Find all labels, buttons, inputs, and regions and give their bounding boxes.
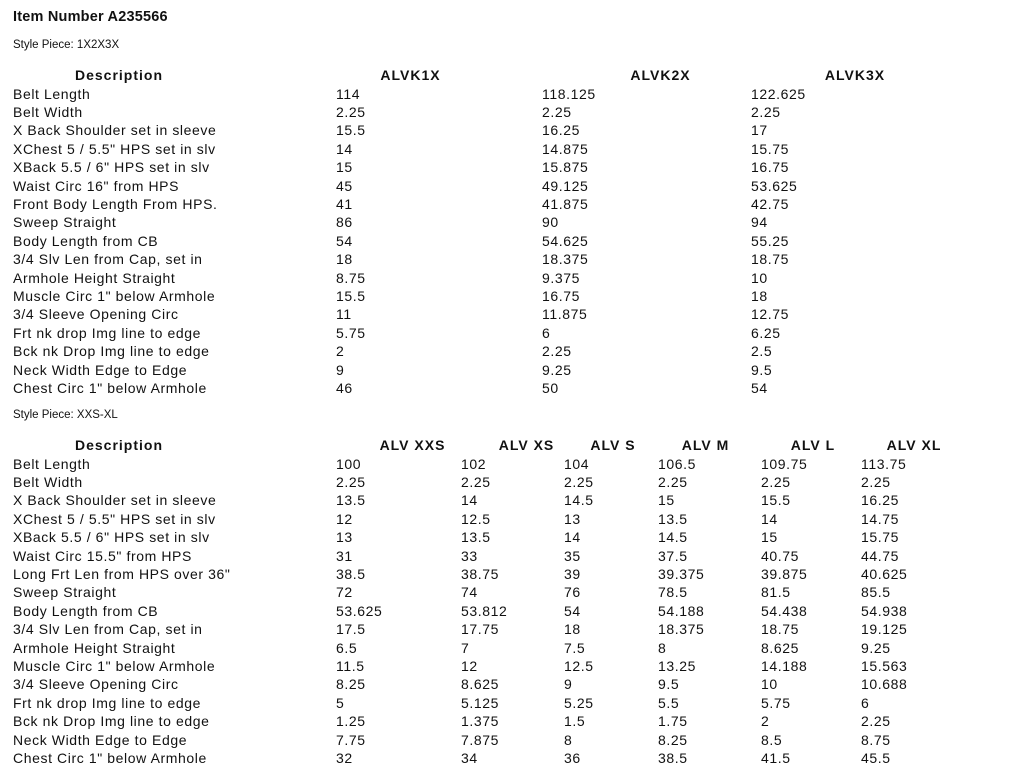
- measurement-value: 5.75: [761, 694, 791, 711]
- measurement-value: 5: [336, 694, 345, 711]
- header-row: [13, 435, 960, 455]
- row-description: Bck nk Drop Img line to edge: [13, 713, 210, 730]
- measurement-value: 8.25: [658, 731, 688, 748]
- measurement-value: 38.5: [336, 566, 366, 583]
- measurement-value: 18: [336, 251, 353, 268]
- measurement-value: 122.625: [751, 85, 806, 102]
- header-description: Description: [74, 437, 163, 453]
- table-row: [13, 694, 960, 712]
- measurement-value: 54.188: [658, 602, 705, 619]
- measurement-value: 50: [542, 379, 559, 396]
- measurement-value: 17.75: [461, 621, 500, 638]
- measurement-value: 36: [564, 749, 581, 766]
- row-description: XBack 5.5 / 6" HPS set in slv: [13, 529, 210, 546]
- table-row: [13, 492, 960, 510]
- table-row: [13, 324, 950, 342]
- header-size: ALV XL: [886, 437, 942, 453]
- measurement-value: 46: [336, 379, 353, 396]
- table-row: [13, 342, 950, 360]
- row-description: XBack 5.5 / 6" HPS set in slv: [13, 159, 210, 176]
- measurement-value: 41: [336, 196, 353, 213]
- table-row: [13, 639, 960, 657]
- measurement-value: 53.625: [336, 602, 383, 619]
- measurement-value: 100: [336, 455, 362, 472]
- header-size: ALVK1X: [380, 67, 441, 83]
- measurement-value: 39.875: [761, 566, 808, 583]
- row-description: Frt nk drop Img line to edge: [13, 324, 201, 341]
- measurement-value: 10: [751, 269, 768, 286]
- measurement-value: 15.563: [861, 657, 908, 674]
- measurement-value: 38.5: [658, 749, 688, 766]
- measurement-value: 14.75: [861, 510, 900, 527]
- measurement-value: 15.5: [336, 287, 366, 304]
- measurement-value: 5.5: [658, 694, 680, 711]
- table-row: [13, 379, 950, 397]
- measurement-value: 41.875: [542, 196, 589, 213]
- measurement-value: 8.75: [861, 731, 891, 748]
- measurement-value: 6: [542, 324, 551, 341]
- measurement-value: 9: [336, 361, 345, 378]
- header-row: [13, 65, 950, 85]
- measurement-value: 14.5: [564, 492, 594, 509]
- measurement-value: 19.125: [861, 621, 908, 638]
- row-description: Neck Width Edge to Edge: [13, 361, 188, 378]
- measurement-value: 53.625: [751, 177, 798, 194]
- measurement-value: 8.625: [761, 639, 800, 656]
- measurement-value: 2.25: [542, 343, 572, 360]
- measurement-value: 13.5: [658, 510, 688, 527]
- measurement-value: 12.5: [564, 657, 594, 674]
- row-description: XChest 5 / 5.5" HPS set in slv: [13, 140, 216, 157]
- measurement-value: 39.375: [658, 566, 705, 583]
- measurement-value: 102: [461, 455, 487, 472]
- measurement-value: 2.25: [542, 104, 572, 121]
- row-description: X Back Shoulder set in sleeve: [13, 122, 217, 139]
- row-description: Belt Width: [13, 104, 83, 121]
- measurement-value: 16.75: [751, 159, 790, 176]
- measurement-value: 78.5: [658, 584, 688, 601]
- row-description: 3/4 Slv Len from Cap, set in: [13, 251, 203, 268]
- measurement-value: 35: [564, 547, 581, 564]
- header-size: ALVK3X: [824, 67, 886, 83]
- measurement-value: 2.5: [751, 343, 773, 360]
- measurement-value: 12.5: [461, 510, 491, 527]
- table-row: [13, 455, 960, 473]
- measurement-value: 72: [336, 584, 353, 601]
- row-description: Sweep Straight: [13, 584, 117, 601]
- table-row: [13, 584, 960, 602]
- measurement-value: 118.125: [542, 85, 596, 102]
- header-size: ALV XXS: [379, 437, 446, 453]
- style-piece-label-xxs-xl: Style Piece: XXS-XL: [13, 409, 118, 421]
- measurement-value: 54: [336, 232, 353, 249]
- measurement-value: 10: [761, 676, 778, 693]
- measurement-value: 1.5: [564, 713, 586, 730]
- row-description: Bck nk Drop Img line to edge: [13, 343, 210, 360]
- measurement-value: 114: [336, 85, 361, 102]
- row-description: X Back Shoulder set in sleeve: [13, 492, 217, 509]
- measurement-value: 54: [751, 379, 768, 396]
- measurement-value: 33: [461, 547, 478, 564]
- measurement-value: 18.75: [751, 251, 790, 268]
- measurement-value: 5.125: [461, 694, 500, 711]
- measurement-value: 81.5: [761, 584, 791, 601]
- row-description: Waist Circ 16" from HPS: [13, 177, 180, 194]
- measurement-value: 1.75: [658, 713, 688, 730]
- table-row: [13, 657, 960, 675]
- measurement-value: 34: [461, 749, 478, 766]
- table-row: [13, 103, 950, 121]
- row-description: Waist Circ 15.5" from HPS: [13, 547, 192, 564]
- measurement-value: 45: [336, 177, 353, 194]
- measurement-value: 8.75: [336, 269, 366, 286]
- measurement-value: 2: [336, 343, 345, 360]
- row-description: 3/4 Sleeve Opening Circ: [13, 306, 179, 323]
- table-row: [13, 287, 950, 305]
- measurement-value: 2.25: [461, 474, 491, 491]
- row-description: Frt nk drop Img line to edge: [13, 694, 201, 711]
- measurement-value: 40.625: [861, 566, 908, 583]
- measurement-value: 7: [461, 639, 470, 656]
- measurement-value: 18.375: [658, 621, 705, 638]
- measurement-value: 2.25: [861, 713, 891, 730]
- measurement-value: 13: [336, 529, 353, 546]
- row-description: Neck Width Edge to Edge: [13, 731, 188, 748]
- table-row: [13, 529, 960, 547]
- measurement-value: 74: [461, 584, 478, 601]
- measurement-value: 76: [564, 584, 581, 601]
- measurement-value: 9.375: [542, 269, 581, 286]
- table-row: [13, 232, 950, 250]
- table-row: [13, 159, 950, 177]
- measurement-value: 16.25: [861, 492, 900, 509]
- row-description: Belt Length: [13, 455, 91, 472]
- measurement-value: 5.75: [336, 324, 366, 341]
- measurement-value: 15.5: [761, 492, 791, 509]
- measurement-value: 37.5: [658, 547, 688, 564]
- measurement-value: 6.25: [751, 324, 781, 341]
- measurement-value: 38.75: [461, 566, 500, 583]
- measurement-value: 11.875: [542, 306, 588, 323]
- measurement-value: 15.875: [542, 159, 589, 176]
- measurement-value: 7.75: [336, 731, 366, 748]
- measurement-value: 13: [564, 510, 581, 527]
- row-description: Sweep Straight: [13, 214, 117, 231]
- measurement-value: 7.5: [564, 639, 586, 656]
- table-row: [13, 140, 950, 158]
- measurement-value: 49.125: [542, 177, 589, 194]
- row-description: Muscle Circ 1" below Armhole: [13, 287, 216, 304]
- style-piece-label-1x2x3x: Style Piece: 1X2X3X: [13, 39, 120, 51]
- measurement-value: 40.75: [761, 547, 800, 564]
- measurement-value: 2.25: [336, 474, 366, 491]
- table-row: [13, 602, 960, 620]
- measurement-value: 53.812: [461, 602, 508, 619]
- measurement-value: 14: [461, 492, 478, 509]
- measurement-value: 10.688: [861, 676, 908, 693]
- measurement-value: 106.5: [658, 455, 697, 472]
- measurement-value: 113.75: [861, 455, 907, 472]
- measurement-value: 14: [761, 510, 778, 527]
- measurement-value: 14: [336, 140, 353, 157]
- measurement-value: 17: [751, 122, 768, 139]
- spec-table-1x2x3x: [13, 65, 950, 398]
- table-row: [13, 195, 950, 213]
- measurement-value: 9: [564, 676, 573, 693]
- measurement-value: 31: [336, 547, 353, 564]
- header-size: ALVK2X: [630, 67, 691, 83]
- table-row: [13, 621, 960, 639]
- measurement-value: 32: [336, 749, 353, 766]
- spec-table-xxs-xl: [13, 435, 960, 768]
- measurement-value: 2.25: [751, 104, 781, 121]
- measurement-value: 94: [751, 214, 768, 231]
- measurement-value: 13.5: [461, 529, 491, 546]
- measurement-value: 55.25: [751, 232, 790, 249]
- table-row: [13, 269, 950, 287]
- measurement-value: 54.438: [761, 602, 808, 619]
- row-description: Muscle Circ 1" below Armhole: [13, 657, 216, 674]
- table-row: [13, 749, 960, 767]
- item-number-title: Item Number A235566: [13, 9, 168, 25]
- measurement-value: 2.25: [336, 104, 366, 121]
- table-row: [13, 712, 960, 730]
- measurement-value: 104: [564, 455, 590, 472]
- table-row: [13, 510, 960, 528]
- measurement-value: 9.25: [861, 639, 891, 656]
- measurement-value: 44.75: [861, 547, 900, 564]
- row-description: Chest Circ 1" below Armhole: [13, 749, 207, 766]
- measurement-value: 13.25: [658, 657, 697, 674]
- row-description: Belt Width: [13, 474, 83, 491]
- measurement-value: 8: [658, 639, 667, 656]
- measurement-value: 1.375: [461, 713, 500, 730]
- measurement-value: 12: [461, 657, 478, 674]
- measurement-value: 8.25: [336, 676, 366, 693]
- measurement-value: 16.75: [542, 287, 581, 304]
- measurement-value: 12: [336, 510, 353, 527]
- row-description: Belt Length: [13, 85, 91, 102]
- measurement-value: 18: [751, 287, 768, 304]
- measurement-value: 15: [761, 529, 778, 546]
- measurement-value: 109.75: [761, 455, 808, 472]
- measurement-value: 6: [861, 694, 870, 711]
- measurement-value: 1.25: [336, 713, 366, 730]
- measurement-value: 90: [542, 214, 559, 231]
- table-row: [13, 473, 960, 491]
- measurement-value: 15: [336, 159, 353, 176]
- row-description: Long Frt Len from HPS over 36": [13, 566, 231, 583]
- measurement-value: 15: [658, 492, 675, 509]
- row-description: Body Length from CB: [13, 602, 159, 619]
- table-row: [13, 547, 960, 565]
- measurement-value: 2.25: [761, 474, 791, 491]
- measurement-value: 14.5: [658, 529, 688, 546]
- measurement-value: 18.75: [761, 621, 800, 638]
- measurement-value: 42.75: [751, 196, 790, 213]
- measurement-value: 18.375: [542, 251, 589, 268]
- measurement-value: 16.25: [542, 122, 581, 139]
- measurement-value: 5.25: [564, 694, 594, 711]
- measurement-value: 7.875: [461, 731, 500, 748]
- measurement-value: 8: [564, 731, 573, 748]
- measurement-value: 86: [336, 214, 353, 231]
- table-row: [13, 122, 950, 140]
- table-row: [13, 177, 950, 195]
- table-row: [13, 565, 960, 583]
- measurement-value: 6.5: [336, 639, 358, 656]
- measurement-value: 41.5: [761, 749, 791, 766]
- measurement-value: 17.5: [336, 621, 366, 638]
- measurement-value: 2.25: [564, 474, 594, 491]
- measurement-value: 14: [564, 529, 581, 546]
- measurement-value: 14.188: [761, 657, 808, 674]
- table-row: [13, 306, 950, 324]
- measurement-value: 85.5: [861, 584, 891, 601]
- measurement-value: 39: [564, 566, 581, 583]
- row-description: Body Length from CB: [13, 232, 159, 249]
- measurement-value: 13.5: [336, 492, 366, 509]
- row-description: 3/4 Sleeve Opening Circ: [13, 676, 179, 693]
- measurement-value: 15.75: [861, 529, 900, 546]
- measurement-value: 2: [761, 713, 770, 730]
- measurement-value: 12.75: [751, 306, 790, 323]
- measurement-value: 15.75: [751, 140, 790, 157]
- measurement-value: 8.625: [461, 676, 500, 693]
- table-row: [13, 85, 950, 103]
- table-row: [13, 214, 950, 232]
- header-size: ALV L: [790, 437, 836, 453]
- measurement-value: 54.625: [542, 232, 589, 249]
- header-size: ALV XS: [498, 437, 555, 453]
- measurement-value: 9.5: [751, 361, 773, 378]
- measurement-value: 2.25: [861, 474, 891, 491]
- measurement-value: 15.5: [336, 122, 366, 139]
- measurement-value: 11.5: [336, 657, 365, 674]
- table-row: [13, 676, 960, 694]
- row-description: Armhole Height Straight: [13, 639, 176, 656]
- measurement-value: 54.938: [861, 602, 908, 619]
- measurement-value: 9.5: [658, 676, 680, 693]
- measurement-value: 18: [564, 621, 581, 638]
- measurement-value: 8.5: [761, 731, 783, 748]
- measurement-value: 54: [564, 602, 581, 619]
- table-row: [13, 251, 950, 269]
- row-description: Armhole Height Straight: [13, 269, 176, 286]
- row-description: Chest Circ 1" below Armhole: [13, 379, 207, 396]
- row-description: XChest 5 / 5.5" HPS set in slv: [13, 510, 216, 527]
- header-size: ALV S: [590, 437, 636, 453]
- measurement-value: 45.5: [861, 749, 891, 766]
- measurement-value: 11: [336, 306, 352, 323]
- measurement-value: 9.25: [542, 361, 572, 378]
- table-row: [13, 361, 950, 379]
- table-row: [13, 731, 960, 749]
- measurement-value: 2.25: [658, 474, 688, 491]
- header-size: ALV M: [681, 437, 730, 453]
- header-description: Description: [74, 67, 163, 83]
- row-description: 3/4 Slv Len from Cap, set in: [13, 621, 203, 638]
- row-description: Front Body Length From HPS.: [13, 196, 218, 213]
- measurement-value: 14.875: [542, 140, 589, 157]
